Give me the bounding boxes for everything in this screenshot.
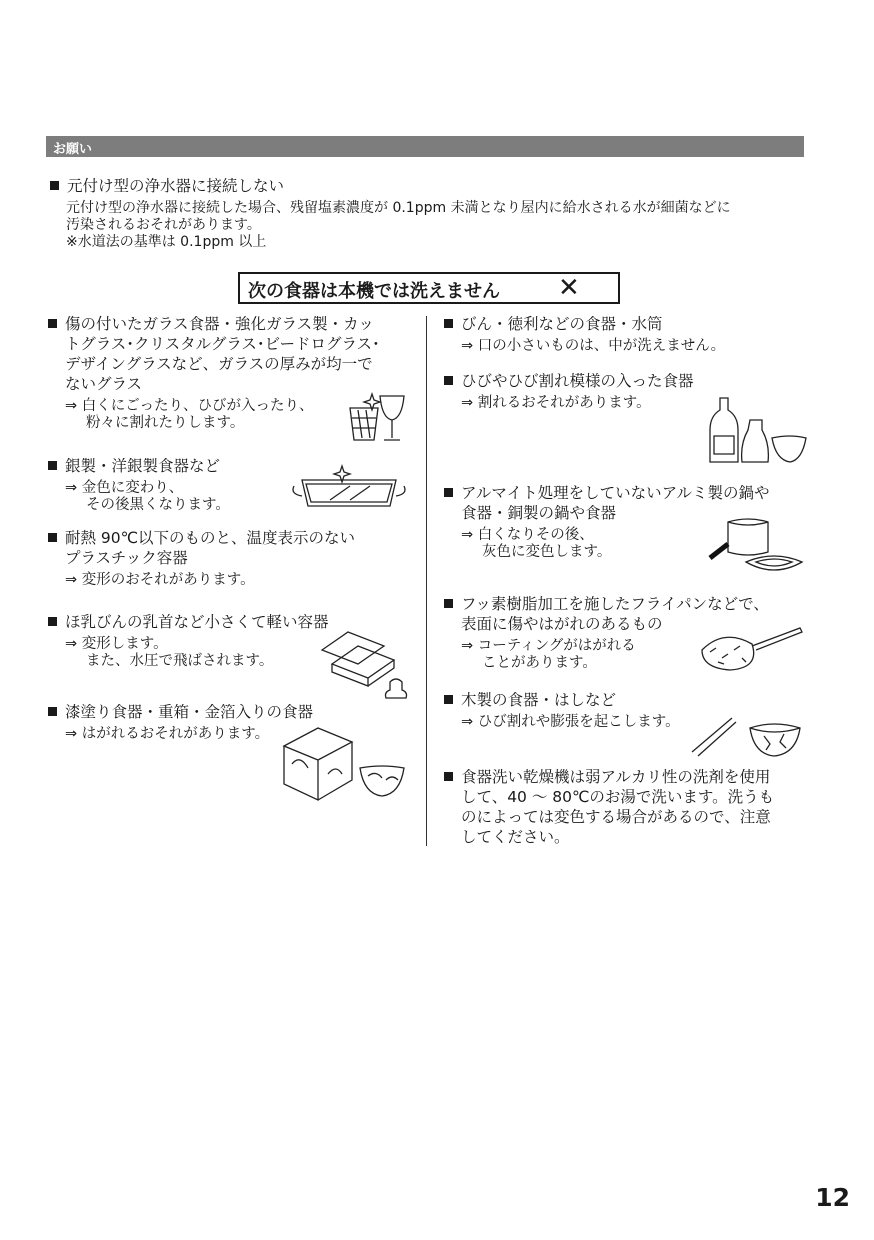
bullet-square-icon: [444, 599, 453, 608]
chopsticks-bowl-illustration: [688, 714, 806, 760]
notice-line: 元付け型の浄水器に接続した場合、残留塩素濃度が 0.1ppm 未満となり屋内に給水される水が細菌などに: [66, 200, 731, 216]
notice-banner-label: お願い: [53, 142, 93, 157]
bullet-square-icon: [48, 707, 57, 716]
bullet-square-icon: [50, 181, 59, 190]
bullet-square-icon: [444, 319, 453, 328]
glasses-illustration: [344, 388, 406, 446]
bullet-square-icon: [48, 319, 57, 328]
bullet-square-icon: [48, 617, 57, 626]
right-item-crackle: ひびやひび割れ模様の入った食器 ⇒ 割れるおそれがあります。: [444, 371, 694, 412]
column-divider: [426, 316, 427, 846]
left-item-plastic: 耐熱 90℃以下のものと、温度表示のない プラスチック容器 ⇒ 変形のおそれがあります。: [48, 528, 355, 589]
bullet-square-icon: [48, 533, 57, 542]
bullet-square-icon: [48, 461, 57, 470]
right-item-detergent: 食器洗い乾燥機は弱アルカリ性の洗剤を使用 して、40 ～ 80℃のお湯で洗います。洗うも のによっては変色する場合があるので、注意 してください。: [444, 767, 774, 847]
silver-tray-illustration: [290, 466, 408, 512]
left-item-lacquer: 漆塗り食器・重箱・金箔入りの食器 ⇒ はがれるおそれがあります。: [48, 702, 313, 743]
notice-banner: [46, 136, 804, 157]
frying-pan-illustration: [698, 624, 804, 674]
cross-mark-icon: ✕: [558, 273, 580, 303]
notice-body: [66, 200, 731, 251]
lacquer-box-illustration: [278, 724, 408, 804]
right-item-aluminum: アルマイト処理をしていないアルミ製の鍋や 食器・銅製の鍋や食器 ⇒ 白くなりその後、 灰色に変色します。: [444, 483, 769, 561]
right-item-bottle: びん・徳利などの食器・水筒 ⇒ 口の小さいものは、中が洗えません。: [444, 314, 725, 355]
prohibited-title: 次の食器は本機では洗えません: [248, 281, 500, 302]
right-item-fluorine: フッ素樹脂加工を施したフライパンなどで、 表面に傷やはがれのあるもの ⇒ コーティングがはがれる ことがあります。: [444, 594, 769, 672]
pot-plate-illustration: [704, 516, 804, 580]
prohibited-title-box: [238, 272, 620, 304]
left-item-glass: 傷の付いたガラス食器・強化ガラス製・カッ トグラス･クリスタルグラス･ビードログラス･ デザイングラスなど、ガラスの厚みが均一で ないグラス ⇒ 白くにごったり、ひびが入ったり、 粉々に割れたりします。: [48, 314, 380, 432]
notice-line: 汚染されるおそれがあります。: [66, 217, 261, 233]
bullet-square-icon: [444, 772, 453, 781]
bullet-square-icon: [444, 488, 453, 497]
notice-line: ※水道法の基準は 0.1ppm 以上: [66, 234, 267, 250]
bullet-square-icon: [444, 695, 453, 704]
right-item-wooden: 木製の食器・はしなど ⇒ ひび割れや膨張を起こします。: [444, 690, 680, 731]
bottle-illustration: [710, 396, 808, 468]
notice-heading: 元付け型の浄水器に接続しない: [50, 176, 284, 196]
container-nipple-illustration: [318, 626, 408, 702]
bullet-square-icon: [444, 376, 453, 385]
page-number: 12: [815, 1183, 850, 1212]
left-item-nipple: ほ乳びんの乳首など小さくて軽い容器 ⇒ 変形します。 また、水圧で飛ばされます。: [48, 612, 329, 670]
left-item-silver: 銀製・洋銀製食器など ⇒ 金色に変わり、 その後黒くなります。: [48, 456, 230, 514]
